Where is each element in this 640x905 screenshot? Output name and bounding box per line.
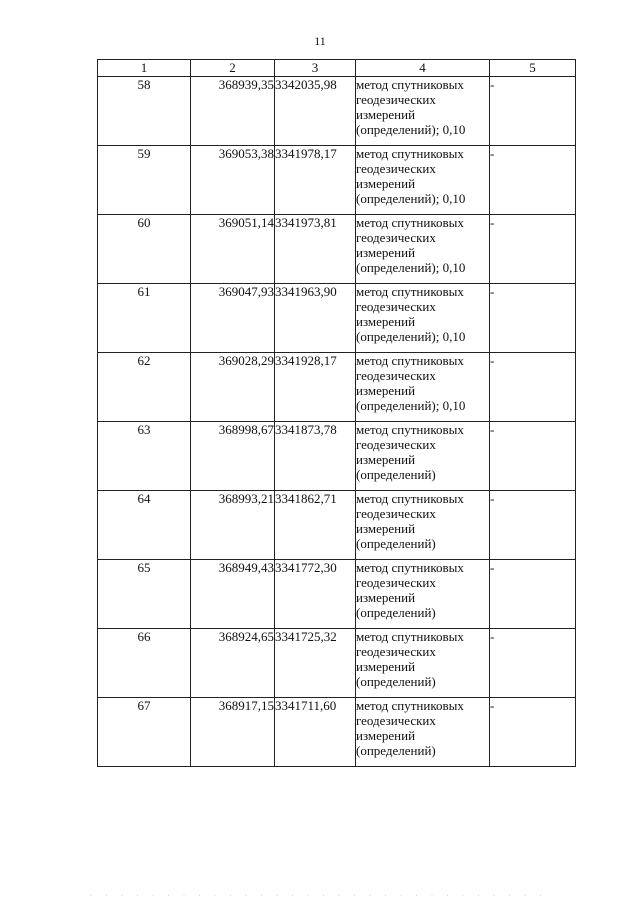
header-col-5: 5 [490,60,576,77]
page-number: 11 [314,34,326,48]
table-row [98,284,576,353]
table-row [98,698,576,767]
method-line: геодезических [356,161,436,176]
coordinate-x: 368917,15 [191,698,275,767]
method-line: геодезических [356,644,436,659]
point-number: 64 [98,491,191,560]
point-number: 61 [98,284,191,353]
method-line: (определений); 0,10 [356,329,466,344]
method-line: метод спутниковых [356,560,464,575]
coordinate-y: 3342035,98 [275,77,356,146]
table-row [98,422,576,491]
coordinate-y: 3341725,32 [275,629,356,698]
method-cell [356,146,490,215]
note-cell: - [490,491,576,560]
method-line: (определений) [356,605,436,620]
table-body [98,77,576,767]
coordinate-y: 3341973,81 [275,215,356,284]
table-row [98,146,576,215]
coordinates-table [97,59,576,767]
point-number: 58 [98,77,191,146]
header-col-3: 3 [275,60,356,77]
table-row [98,560,576,629]
method-line: измерений [356,728,416,743]
method-cell [356,353,490,422]
method-line: геодезических [356,713,436,728]
method-cell [356,215,490,284]
coordinate-y: 3341963,90 [275,284,356,353]
scan-artifact-dots: · · · · · · · · · · · · · · · · · · · · · · · · · · · · · · [90,893,548,897]
method-line: (определений) [356,674,436,689]
point-number: 67 [98,698,191,767]
note-cell: - [490,353,576,422]
header-col-2: 2 [191,60,275,77]
note-cell: - [490,284,576,353]
note-cell: - [490,560,576,629]
method-line: (определений); 0,10 [356,191,466,206]
coordinate-y: 3341928,17 [275,353,356,422]
method-line: измерений [356,176,416,191]
point-number: 59 [98,146,191,215]
method-line: геодезических [356,575,436,590]
method-line: метод спутниковых [356,698,464,713]
coordinate-y: 3341873,78 [275,422,356,491]
coordinate-x: 368949,43 [191,560,275,629]
note-cell: - [490,698,576,767]
coordinate-x: 368939,35 [191,77,275,146]
method-line: (определений) [356,467,436,482]
method-line: геодезических [356,506,436,521]
method-line: геодезических [356,299,436,314]
method-line: метод спутниковых [356,77,464,92]
coordinate-y: 3341772,30 [275,560,356,629]
note-cell: - [490,77,576,146]
method-line: (определений); 0,10 [356,398,466,413]
method-line: измерений [356,314,416,329]
note-cell: - [490,422,576,491]
point-number: 66 [98,629,191,698]
method-cell [356,698,490,767]
coordinate-y: 3341711,60 [275,698,356,767]
method-cell [356,422,490,491]
method-line: метод спутниковых [356,422,464,437]
note-cell: - [490,146,576,215]
note-cell: - [490,215,576,284]
method-line: (определений); 0,10 [356,260,466,275]
point-number: 63 [98,422,191,491]
method-line: геодезических [356,368,436,383]
coordinate-x: 369051,14 [191,215,275,284]
method-line: (определений) [356,536,436,551]
method-line: измерений [356,245,416,260]
coordinate-x: 369053,38 [191,146,275,215]
method-cell [356,491,490,560]
method-line: измерений [356,659,416,674]
method-line: измерений [356,590,416,605]
table-row [98,491,576,560]
method-line: геодезических [356,92,436,107]
coordinate-x: 368924,65 [191,629,275,698]
method-line: измерений [356,383,416,398]
note-cell: - [490,629,576,698]
coordinate-y: 3341978,17 [275,146,356,215]
header-col-4: 4 [356,60,490,77]
method-line: геодезических [356,230,436,245]
header-col-1: 1 [98,60,191,77]
point-number: 60 [98,215,191,284]
method-line: (определений) [356,743,436,758]
method-line: метод спутниковых [356,146,464,161]
method-line: (определений); 0,10 [356,122,466,137]
method-line: метод спутниковых [356,491,464,506]
method-line: геодезических [356,437,436,452]
coordinate-x: 368998,67 [191,422,275,491]
method-cell [356,629,490,698]
table-row [98,629,576,698]
method-line: метод спутниковых [356,353,464,368]
coordinate-y: 3341862,71 [275,491,356,560]
table-header-row [98,60,576,77]
method-line: метод спутниковых [356,629,464,644]
method-line: метод спутниковых [356,284,464,299]
method-line: измерений [356,521,416,536]
method-cell [356,560,490,629]
point-number: 65 [98,560,191,629]
coordinate-x: 368993,21 [191,491,275,560]
method-line: измерений [356,452,416,467]
table-row [98,353,576,422]
method-line: измерений [356,107,416,122]
table-row [98,77,576,146]
point-number: 62 [98,353,191,422]
method-cell [356,77,490,146]
table-row [98,215,576,284]
method-cell [356,284,490,353]
coordinate-x: 369047,93 [191,284,275,353]
method-line: метод спутниковых [356,215,464,230]
coordinate-x: 369028,29 [191,353,275,422]
